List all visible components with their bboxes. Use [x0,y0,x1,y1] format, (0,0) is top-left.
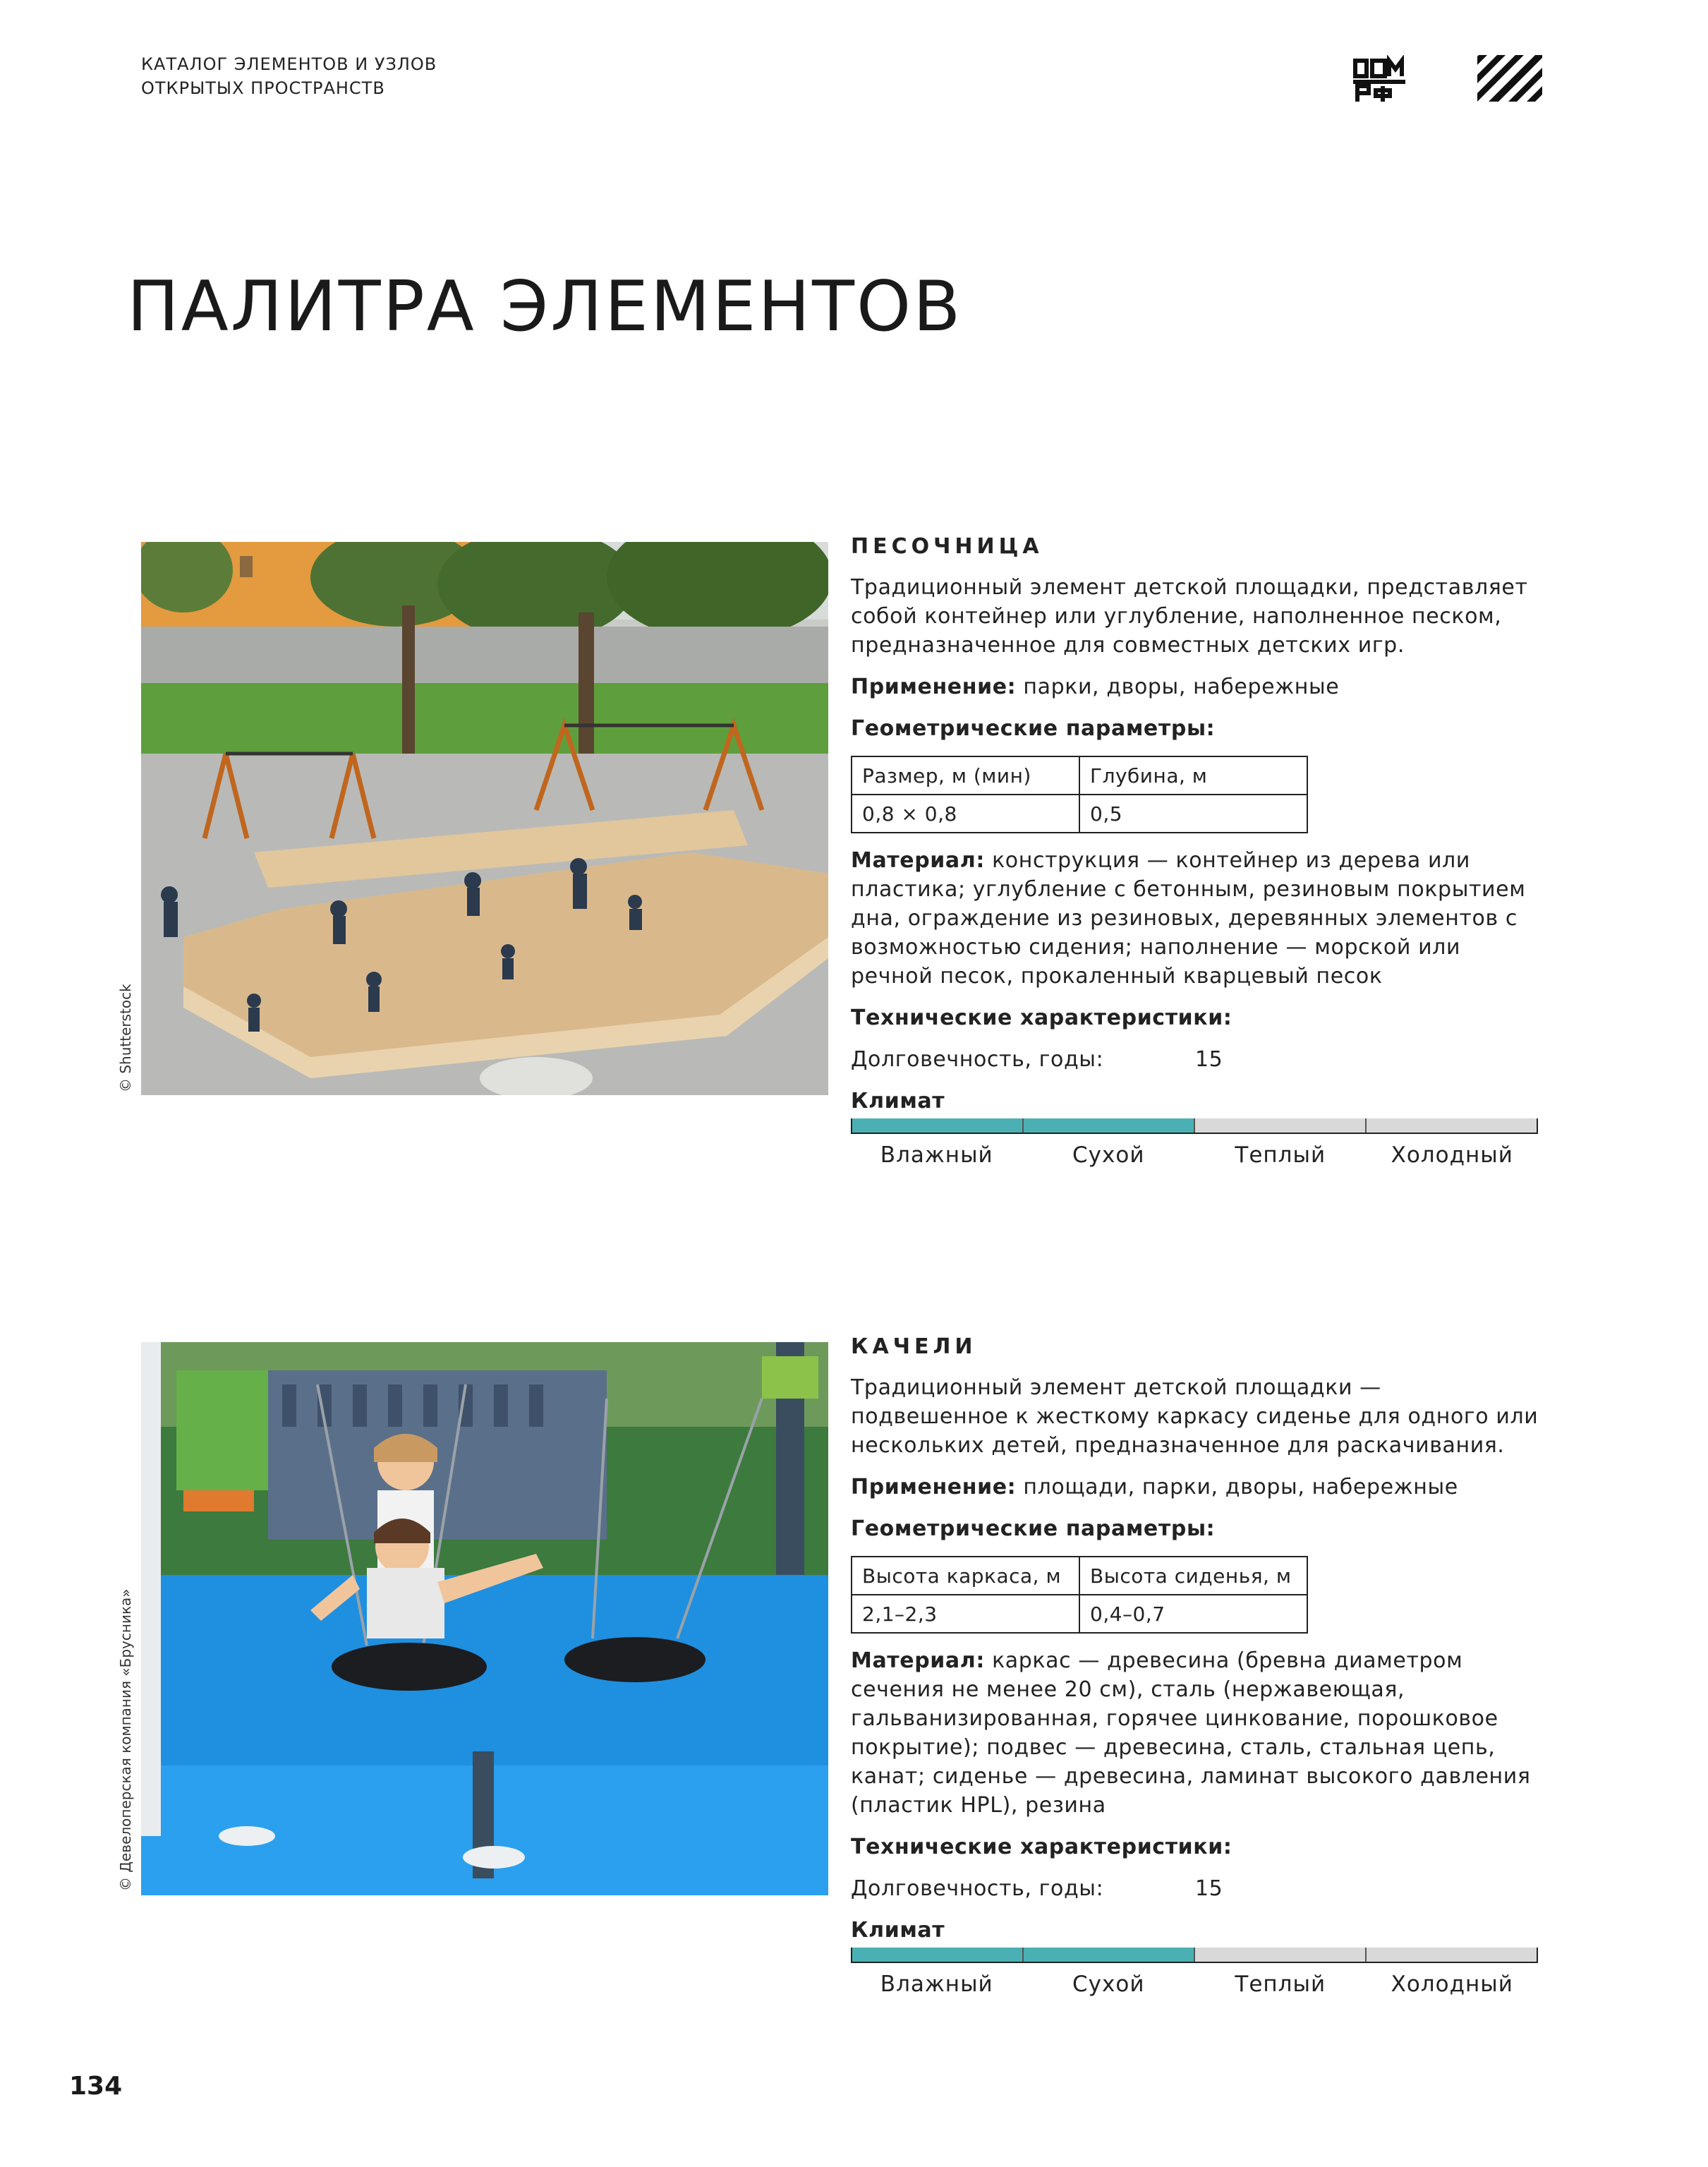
table-header-row [852,756,1307,795]
climate-bar [851,1118,1538,1134]
usage-label: Применение: [851,675,1017,699]
material-label: Материал: [851,1648,985,1673]
dom-rf-logo [1353,55,1405,103]
element-card-swing [851,1334,1542,1999]
climate-segment [1367,1118,1537,1133]
climate-label-dry: Сухой [1072,1142,1145,1168]
header-line-2: ОТКРЫТЫХ ПРОСТРАНСТВ [141,78,385,98]
element-description: Традиционный элемент детской площадки — подвешенное к жесткому каркасу сиденье для одного или нескольких детей, предназначенное для раскачивания. [851,1375,1539,1458]
table-header-cell: Высота сиденья, м [1079,1557,1307,1595]
table-header-row [852,1557,1307,1595]
durability-value: 15 [1195,1876,1223,1901]
climate-segment [1195,1118,1367,1133]
table-header-cell: Глубина, м [1079,756,1307,795]
climate-labels [851,1970,1538,1999]
usage-value: площади, парки, дворы, набережные [1016,1475,1458,1499]
climate-label-warm: Теплый [1235,1142,1326,1168]
durability-value: 15 [1195,1047,1223,1072]
photo-credit: © Shutterstock [117,984,134,1092]
material-line [851,1646,1542,1820]
swing-photo [141,1342,828,1895]
catalog-header [141,52,437,100]
climate-label: Климат [851,1089,945,1113]
climate-segment [852,1948,1024,1962]
table-cell: 0,5 [1079,795,1307,833]
material-value: каркас — древесина (бревна диаметром сечения не менее 20 см), сталь (нержавеющая, гальванизированная, горячее цинкование, порошковое покрытие); подвес — древесина, сталь, стальная цепь, канат; сиденье — древесина, ламинат высокого давления (пластик HPL), резина [851,1648,1531,1818]
table-row [852,1595,1307,1633]
geometry-table [851,756,1308,833]
photo-credit: © Девелоперская компания «Брусника» [117,1588,134,1891]
sandbox-photo [141,542,828,1095]
climate-segment [852,1118,1024,1133]
geometry-label: Геометрические параметры: [851,1516,1216,1541]
durability-label: Долговечность, годы: [851,1047,1104,1072]
durability-label: Долговечность, годы: [851,1876,1104,1901]
climate-label-humid: Влажный [880,1972,993,1997]
element-title: КАЧЕЛИ [851,1334,977,1359]
table-row [852,795,1307,833]
climate-label-cold: Холодный [1391,1142,1513,1168]
climate-label-humid: Влажный [880,1142,993,1168]
element-description: Традиционный элемент детской площадки, представляет собой контейнер или углубление, наполненное песком, предназначенное для совместных детских игр. [851,575,1528,658]
tech-label: Технические характеристики: [851,1006,1232,1030]
table-cell: 0,4–0,7 [1079,1595,1307,1633]
element-card-sandbox [851,533,1542,1170]
page-number: 134 [69,2072,123,2101]
climate-label-cold: Холодный [1391,1972,1513,1997]
climate-labels [851,1141,1538,1170]
usage-line [851,672,1542,701]
usage-label: Применение: [851,1475,1017,1499]
pattern-logo [1477,55,1542,102]
climate-bar [851,1948,1538,1963]
climate-label: Климат [851,1918,945,1943]
climate-segment [1367,1948,1537,1962]
climate-segment [1024,1948,1195,1962]
durability-row [851,1874,1542,1903]
material-label: Материал: [851,848,985,873]
table-header-cell: Высота каркаса, м [852,1557,1079,1595]
geometry-label: Геометрические параметры: [851,716,1216,741]
usage-value: парки, дворы, набережные [1016,675,1340,699]
tech-label: Технические характеристики: [851,1835,1232,1859]
climate-label-warm: Теплый [1235,1972,1326,1997]
table-header-cell: Размер, м (мин) [852,756,1079,795]
durability-row [851,1045,1542,1074]
table-cell: 2,1–2,3 [852,1595,1079,1633]
geometry-table [851,1556,1308,1634]
usage-line [851,1473,1542,1502]
element-title: ПЕСОЧНИЦА [851,534,1043,559]
table-cell: 0,8 × 0,8 [852,795,1079,833]
header-line-1: КАТАЛОГ ЭЛЕМЕНТОВ И УЗЛОВ [141,54,437,74]
material-value: конструкция — контейнер из дерева или пластика; углубление с бетонным, резиновым покрытием дна, ограждение из резиновых, деревянных элементов с возможностью сидения; наполнение — морской или речной песок, прокаленный кварцевый песок [851,848,1526,989]
climate-segment [1024,1118,1195,1133]
climate-segment [1195,1948,1367,1962]
material-line [851,846,1542,991]
climate-label-dry: Сухой [1072,1972,1145,1997]
page-title: ПАЛИТРА ЭЛЕМЕНТОВ [127,267,963,347]
